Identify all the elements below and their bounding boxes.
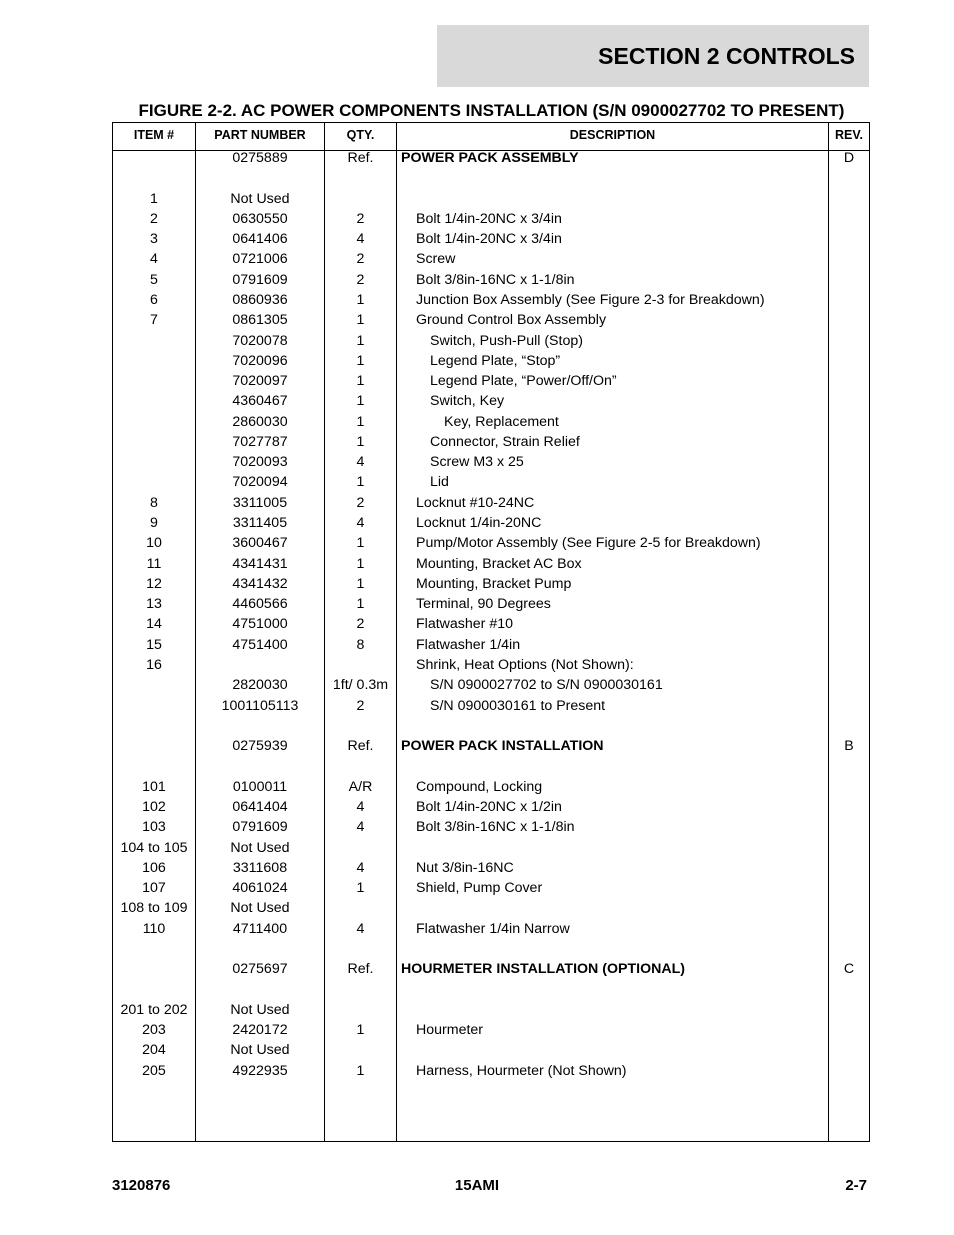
part-number-cell: 1001105113: [221, 697, 299, 714]
part-number-cell: 0641406: [232, 231, 288, 248]
part-number-cell: 4360467: [232, 393, 288, 410]
revision-cell: [829, 1061, 869, 1081]
part-number-cell: 0861305: [232, 312, 288, 329]
part-number-cell: 0275889: [232, 150, 288, 166]
quantity-cell: 1: [356, 332, 365, 349]
part-number-cell: [196, 716, 324, 736]
figure-title: FIGURE 2-2. AC POWER COMPONENTS INSTALLATION (S/N 0900027702 TO PRESENT): [138, 101, 845, 120]
part-number-cell: 7027787: [232, 433, 288, 450]
quantity-cell: 2: [356, 697, 365, 714]
item-number-cell: 106: [142, 859, 166, 876]
revision-cell: [829, 939, 869, 959]
description-cell: Legend Plate, “Stop”: [430, 352, 561, 369]
revision-cell: [829, 493, 869, 513]
part-number-cell: [196, 168, 324, 188]
description-cell: POWER PACK INSTALLATION: [401, 738, 604, 755]
part-number-cell: 0721006: [232, 251, 288, 268]
revision-cell: [829, 979, 869, 999]
revision-cell: [829, 858, 869, 878]
item-number-cell: 13: [146, 596, 162, 613]
revision-cell: [829, 817, 869, 837]
quantity-cell: 2: [356, 210, 365, 227]
part-number-cell: 2820030: [232, 677, 288, 694]
revision-cell: [829, 209, 869, 229]
part-number-cell: 2420172: [232, 1022, 288, 1039]
table-row: [113, 229, 869, 249]
table-row: [113, 148, 869, 168]
part-number-cell: 7020096: [232, 352, 288, 369]
description-cell: Flatwasher 1/4in Narrow: [416, 920, 570, 937]
quantity-cell: 1: [356, 291, 365, 308]
description-cell: [401, 756, 826, 776]
table-row: [113, 290, 869, 310]
table-row: [113, 189, 869, 209]
parts-table: [112, 122, 870, 1142]
description-cell: Flatwasher #10: [416, 616, 513, 633]
item-number-cell: 107: [142, 880, 166, 897]
description-cell: [401, 168, 826, 188]
part-number-cell: 0860936: [232, 291, 288, 308]
revision-cell: [829, 574, 869, 594]
item-number-cell: [113, 391, 195, 411]
item-number-cell: 3: [150, 231, 158, 248]
revision-cell: [829, 249, 869, 269]
quantity-cell: [325, 1000, 396, 1020]
item-number-cell: 103: [142, 819, 166, 836]
table-row: [113, 777, 869, 797]
description-cell: HOURMETER INSTALLATION (OPTIONAL): [401, 961, 685, 978]
table-row: [113, 351, 869, 371]
revision-cell: [829, 878, 869, 898]
table-row: [113, 432, 869, 452]
item-number-cell: [113, 979, 195, 999]
revision-cell: [829, 189, 869, 209]
part-number-cell: [196, 979, 324, 999]
item-number-cell: [113, 331, 195, 351]
quantity-cell: [325, 898, 396, 918]
table-row: [113, 594, 869, 614]
part-number-cell: 0275939: [232, 738, 288, 755]
item-number-cell: [113, 452, 195, 472]
part-number-cell: Not Used: [230, 1001, 290, 1018]
revision-cell: [829, 655, 869, 675]
quantity-cell: 2: [356, 251, 365, 268]
table-row: [113, 533, 869, 553]
table-row: [113, 959, 869, 979]
revision-cell: D: [843, 150, 855, 166]
revision-cell: [829, 838, 869, 858]
table-row: [113, 858, 869, 878]
quantity-cell: 1: [356, 413, 365, 430]
quantity-cell: 1: [356, 596, 365, 613]
item-number-cell: 1: [150, 190, 158, 207]
description-cell: [401, 939, 826, 959]
table-row: [113, 310, 869, 330]
part-number-cell: 4711400: [232, 920, 288, 937]
table-row: [113, 513, 869, 533]
description-cell: Locknut 1/4in-20NC: [416, 515, 542, 532]
item-number-cell: [113, 716, 195, 736]
quantity-cell: 1: [356, 474, 365, 491]
table-row: [113, 635, 869, 655]
quantity-cell: 4: [356, 231, 365, 248]
quantity-cell: 1: [356, 352, 365, 369]
description-cell: Nut 3/8in-16NC: [416, 859, 514, 876]
description-cell: Mounting, Bracket AC Box: [416, 555, 582, 572]
quantity-cell: 4: [356, 859, 365, 876]
section-title: SECTION 2 CONTROLS: [598, 43, 855, 69]
revision-cell: [829, 635, 869, 655]
revision-cell: [829, 513, 869, 533]
table-row: [113, 371, 869, 391]
item-number-cell: 6: [150, 291, 158, 308]
column-header-rev: REV.: [834, 128, 864, 142]
revision-cell: [829, 472, 869, 492]
quantity-cell: 1: [356, 1062, 365, 1079]
quantity-cell: [325, 716, 396, 736]
part-number-cell: 0275697: [232, 961, 288, 978]
revision-cell: [829, 1040, 869, 1060]
item-number-cell: 12: [146, 575, 162, 592]
part-number-cell: Not Used: [230, 839, 290, 856]
table-row: [113, 736, 869, 756]
revision-cell: [829, 412, 869, 432]
part-number-cell: 3600467: [232, 535, 288, 552]
revision-cell: [829, 716, 869, 736]
quantity-cell: [325, 756, 396, 776]
table-row: [113, 675, 869, 695]
item-number-cell: [113, 168, 195, 188]
table-row: [113, 878, 869, 898]
table-row: [113, 797, 869, 817]
item-number-cell: 102: [142, 798, 166, 815]
description-cell: [401, 716, 826, 736]
revision-cell: [829, 554, 869, 574]
item-number-cell: [113, 756, 195, 776]
part-number-cell: 4341432: [232, 575, 288, 592]
quantity-cell: 4: [356, 454, 365, 471]
description-cell: S/N 0900027702 to S/N 0900030161: [430, 677, 663, 694]
description-cell: [401, 189, 826, 209]
description-cell: Flatwasher 1/4in: [416, 636, 521, 653]
description-cell: Lid: [430, 474, 449, 491]
item-number-cell: 8: [150, 494, 158, 511]
part-number-cell: 7020094: [232, 474, 288, 491]
item-number-cell: 203: [142, 1022, 166, 1039]
revision-cell: [829, 391, 869, 411]
part-number-cell: 0630550: [232, 210, 288, 227]
description-cell: Bolt 1/4in-20NC x 3/4in: [416, 210, 562, 227]
quantity-cell: Ref.: [347, 961, 374, 978]
revision-cell: [829, 168, 869, 188]
description-cell: Locknut #10-24NC: [416, 494, 535, 511]
table-row: [113, 756, 869, 776]
revision-cell: [829, 371, 869, 391]
revision-cell: [829, 310, 869, 330]
revision-cell: [829, 797, 869, 817]
part-number-cell: Not Used: [230, 1042, 290, 1059]
revision-cell: [829, 756, 869, 776]
revision-cell: [829, 533, 869, 553]
table-row: [113, 696, 869, 716]
description-cell: [401, 1040, 826, 1060]
description-cell: Shrink, Heat Options (Not Shown):: [416, 657, 634, 673]
description-cell: Key, Replacement: [444, 413, 559, 430]
column-header-part-number: PART NUMBER: [214, 128, 306, 142]
section-header-box: [437, 25, 869, 87]
description-cell: [401, 838, 826, 858]
item-number-cell: 204: [142, 1042, 166, 1059]
revision-cell: [829, 696, 869, 716]
footer-model: 15AMI: [454, 1177, 500, 1194]
description-cell: Junction Box Assembly (See Figure 2-3 for Breakdown): [416, 291, 765, 308]
part-number-cell: 0641404: [232, 798, 288, 815]
quantity-cell: 2: [356, 494, 365, 511]
footer-doc-number: 3120876: [112, 1177, 171, 1194]
table-row: [113, 817, 869, 837]
quantity-cell: A/R: [348, 778, 373, 795]
quantity-cell: 2: [356, 271, 365, 288]
quantity-cell: 1: [356, 535, 365, 552]
item-number-cell: 2: [150, 210, 158, 227]
item-number-cell: 15: [146, 636, 162, 653]
quantity-cell: [325, 979, 396, 999]
item-number-cell: 7: [150, 312, 158, 329]
description-cell: Switch, Key: [430, 393, 505, 410]
table-row: [113, 939, 869, 959]
quantity-cell: 1: [356, 393, 365, 410]
item-number-cell: 104 to 105: [120, 839, 188, 856]
item-number-cell: [113, 412, 195, 432]
item-number-cell: 5: [150, 271, 158, 288]
item-number-cell: 4: [150, 251, 158, 268]
part-number-cell: Not Used: [230, 190, 290, 207]
item-number-cell: 9: [150, 515, 158, 532]
item-number-cell: [113, 148, 195, 168]
quantity-cell: Ref.: [347, 738, 374, 755]
description-cell: Screw: [416, 251, 456, 268]
table-row: [113, 209, 869, 229]
table-row: [113, 838, 869, 858]
description-cell: Shield, Pump Cover: [416, 880, 543, 897]
quantity-cell: [325, 939, 396, 959]
item-number-cell: 101: [142, 778, 166, 795]
item-number-cell: [113, 696, 195, 716]
part-number-cell: 7020097: [232, 373, 288, 390]
quantity-cell: [325, 168, 396, 188]
table-row: [113, 898, 869, 918]
part-number-cell: [196, 655, 324, 675]
description-cell: Connector, Strain Relief: [430, 433, 580, 450]
quantity-cell: 2: [356, 616, 365, 633]
quantity-cell: [325, 1040, 396, 1060]
part-number-cell: 4460566: [232, 596, 288, 613]
item-number-cell: 10: [146, 535, 162, 552]
table-row: [113, 1040, 869, 1060]
revision-cell: [829, 229, 869, 249]
part-number-cell: 4061024: [232, 880, 288, 897]
quantity-cell: 1: [356, 373, 365, 390]
description-cell: Ground Control Box Assembly: [416, 312, 607, 329]
footer-page-number: 2-7: [845, 1177, 867, 1194]
revision-cell: [829, 614, 869, 634]
revision-cell: [829, 290, 869, 310]
item-number-cell: [113, 959, 195, 979]
revision-cell: [829, 351, 869, 371]
description-cell: Hourmeter: [416, 1022, 484, 1039]
quantity-cell: [325, 189, 396, 209]
column-header-qty: QTY.: [346, 128, 375, 142]
table-row: [113, 655, 869, 675]
part-number-cell: 2860030: [232, 413, 288, 430]
description-cell: Bolt 3/8in-16NC x 1-1/8in: [416, 819, 575, 836]
description-cell: Legend Plate, “Power/Off/On”: [430, 373, 617, 390]
table-header: [113, 123, 869, 151]
revision-cell: [829, 331, 869, 351]
item-number-cell: 201 to 202: [120, 1001, 188, 1018]
description-cell: Bolt 1/4in-20NC x 3/4in: [416, 231, 562, 248]
revision-cell: B: [844, 738, 854, 755]
revision-cell: [829, 898, 869, 918]
table-row: [113, 452, 869, 472]
table-row: [113, 716, 869, 736]
description-cell: [401, 1000, 826, 1020]
quantity-cell: 1: [356, 312, 365, 329]
part-number-cell: 0791609: [232, 271, 288, 288]
item-number-cell: [113, 351, 195, 371]
revision-cell: [829, 594, 869, 614]
description-cell: Terminal, 90 Degrees: [416, 596, 551, 613]
revision-cell: [829, 270, 869, 290]
revision-cell: [829, 1000, 869, 1020]
part-number-cell: 4751000: [232, 616, 288, 633]
quantity-cell: 1: [356, 433, 365, 450]
table-row: [113, 270, 869, 290]
part-number-cell: 3311005: [232, 494, 288, 511]
description-cell: Screw M3 x 25: [430, 454, 524, 471]
quantity-cell: 1: [356, 880, 365, 897]
part-number-cell: 7020093: [232, 454, 288, 471]
quantity-cell: Ref.: [347, 150, 374, 166]
table-row: [113, 1061, 869, 1081]
table-row: [113, 391, 869, 411]
table-row: [113, 1000, 869, 1020]
quantity-cell: 8: [356, 636, 365, 653]
item-number-cell: [113, 675, 195, 695]
quantity-cell: 4: [356, 515, 365, 532]
table-row: [113, 1020, 869, 1040]
description-cell: Mounting, Bracket Pump: [416, 575, 572, 592]
table-row: [113, 412, 869, 432]
description-cell: Bolt 1/4in-20NC x 1/2in: [416, 798, 562, 815]
description-cell: [401, 979, 826, 999]
item-number-cell: 16: [146, 657, 162, 673]
table-row: [113, 614, 869, 634]
item-number-cell: [113, 371, 195, 391]
table-row: [113, 472, 869, 492]
table-row: [113, 554, 869, 574]
revision-cell: [829, 1020, 869, 1040]
description-cell: Bolt 3/8in-16NC x 1-1/8in: [416, 271, 575, 288]
part-number-cell: 4751400: [232, 636, 288, 653]
revision-cell: [829, 432, 869, 452]
item-number-cell: 14: [146, 616, 162, 633]
table-row: [113, 493, 869, 513]
item-number-cell: 11: [146, 555, 162, 572]
description-cell: [401, 898, 826, 918]
column-header-item: ITEM #: [133, 128, 175, 142]
quantity-cell: 1: [356, 575, 365, 592]
item-number-cell: 110: [142, 920, 166, 937]
item-number-cell: [113, 736, 195, 756]
table-row: [113, 249, 869, 269]
part-number-cell: 3311405: [232, 515, 288, 532]
part-number-cell: 7020078: [232, 332, 288, 349]
part-number-cell: 4341431: [232, 555, 288, 572]
item-number-cell: [113, 472, 195, 492]
table-row: [113, 919, 869, 939]
part-number-cell: [196, 939, 324, 959]
revision-cell: [829, 452, 869, 472]
description-cell: Compound, Locking: [416, 778, 543, 795]
part-number-cell: Not Used: [230, 900, 290, 917]
table-row: [113, 168, 869, 188]
description-cell: Switch, Push-Pull (Stop): [430, 332, 583, 349]
item-number-cell: [113, 939, 195, 959]
description-cell: Harness, Hourmeter (Not Shown): [416, 1062, 627, 1079]
quantity-cell: 1ft/ 0.3m: [332, 677, 389, 694]
revision-cell: [829, 777, 869, 797]
quantity-cell: 4: [356, 819, 365, 836]
table-row: [113, 574, 869, 594]
part-number-cell: [196, 756, 324, 776]
quantity-cell: [325, 838, 396, 858]
part-number-cell: 0791609: [232, 819, 288, 836]
item-number-cell: 205: [142, 1062, 166, 1079]
item-number-cell: 108 to 109: [120, 900, 188, 917]
revision-cell: C: [843, 961, 855, 978]
item-number-cell: [113, 432, 195, 452]
column-header-description: DESCRIPTION: [569, 128, 656, 142]
part-number-cell: 0100011: [232, 778, 288, 795]
description-cell: Pump/Motor Assembly (See Figure 2-5 for Breakdown): [416, 535, 761, 552]
revision-cell: [829, 919, 869, 939]
quantity-cell: 4: [356, 798, 365, 815]
quantity-cell: 1: [356, 555, 365, 572]
description-cell: S/N 0900030161 to Present: [430, 697, 606, 714]
part-number-cell: 3311608: [232, 859, 288, 876]
quantity-cell: 4: [356, 920, 365, 937]
quantity-cell: 1: [356, 1022, 365, 1039]
quantity-cell: [325, 655, 396, 675]
revision-cell: [829, 675, 869, 695]
table-row: [113, 979, 869, 999]
table-row: [113, 331, 869, 351]
part-number-cell: 4922935: [232, 1062, 288, 1079]
description-cell: POWER PACK ASSEMBLY: [401, 150, 579, 166]
